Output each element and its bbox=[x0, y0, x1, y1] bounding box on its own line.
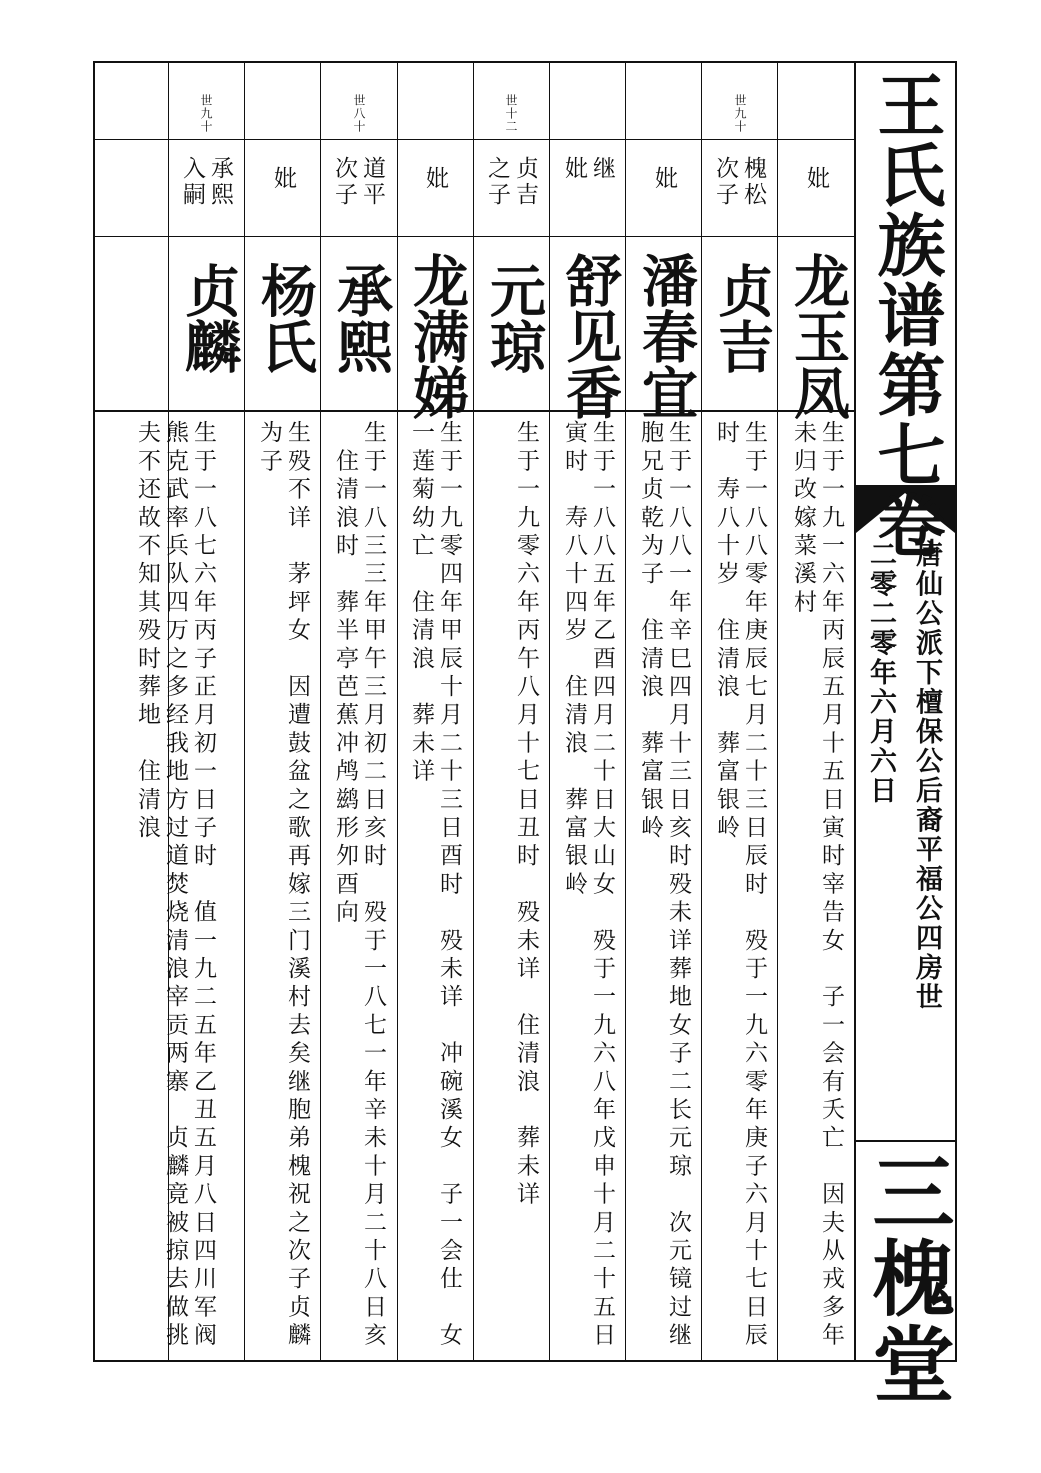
row-divider-1 bbox=[93, 139, 855, 140]
book-title: 王氏族谱第七卷 bbox=[866, 70, 945, 560]
bio-text: 生于一八七六年丙子正月初一日子时 值一九二五年乙丑五月八日四川军阀 熊克武率兵队四万之多经我地方过道焚烧清浪宰贡两寨 贞麟竟被掠去做挑 夫不还故不知其殁时葬地 住清浪 bbox=[134, 420, 216, 1351]
bio-text: 生于一九零四年甲辰十月二十三日酉时 殁未详 冲碗溪女 子一会仕 女 一莲菊幼亡 住清浪 葬未详 bbox=[408, 420, 462, 1351]
generation-label: 世八十 bbox=[352, 94, 366, 133]
relation-label: 妣 bbox=[651, 166, 677, 192]
person-name: 杨氏 bbox=[252, 262, 317, 374]
title-panel-border bbox=[854, 61, 856, 1362]
frame-left bbox=[93, 61, 95, 1362]
person-name: 承熙 bbox=[328, 262, 393, 374]
hall-name: 三槐堂 bbox=[859, 1150, 954, 1408]
title-divider-bottom bbox=[854, 1140, 957, 1142]
person-name: 贞麟 bbox=[176, 262, 241, 374]
relation-label: 道平 次子 bbox=[331, 156, 385, 208]
row-divider-3 bbox=[93, 410, 855, 412]
relation-label: 贞吉 之子 bbox=[484, 156, 538, 208]
person-name: 潘春宜 bbox=[633, 252, 698, 420]
col-divider bbox=[701, 61, 702, 1362]
col-divider bbox=[244, 61, 245, 1362]
frame-top bbox=[93, 61, 957, 63]
bio-text: 生于一八八五年乙酉四月二十日大山女 殁于一九六八年戊申十月二十五日 寅时 寿八十四岁 住清浪 葬富银岭 bbox=[561, 420, 615, 1351]
person-name: 龙玉凤 bbox=[785, 252, 850, 420]
generation-label: 世十二 bbox=[504, 94, 518, 133]
col-divider bbox=[625, 61, 626, 1362]
col-divider bbox=[777, 61, 778, 1362]
col-divider bbox=[473, 61, 474, 1362]
date-subtitle: 二零二零年六月六日 bbox=[865, 540, 896, 806]
relation-label: 承熙 入嗣 bbox=[179, 156, 233, 208]
bio-text: 生于一九一六年丙辰五月十五日寅时宰告女 子一会有夭亡 因夫从戎多年 未归改嫁菜溪村 bbox=[790, 420, 844, 1351]
branch-subtitle: 唐仙公派下檀保公后裔平福公四房世 bbox=[911, 540, 942, 1012]
frame-bottom bbox=[93, 1360, 957, 1362]
relation-label: 妣 bbox=[803, 166, 829, 192]
col-divider bbox=[397, 61, 398, 1362]
bio-text: 生于一八八零年庚辰七月二十三日辰时 殁于一九六零年庚子六月十七日辰 时 寿八十岁 住清浪 葬富银岭 bbox=[713, 420, 767, 1351]
person-name: 舒见香 bbox=[557, 252, 622, 420]
generation-label: 世九十 bbox=[733, 94, 747, 133]
relation-label: 妣 bbox=[270, 166, 296, 192]
generation-label: 世九十 bbox=[199, 94, 213, 133]
relation-label: 槐松 次子 bbox=[712, 156, 766, 208]
bio-text: 生于一九零六年丙午八月十七日丑时 殁未详 住清浪 葬未详 bbox=[513, 420, 539, 1210]
person-name: 贞吉 bbox=[709, 262, 774, 374]
bio-text: 生殁不详 茅坪女 因遭鼓盆之歌再嫁三门溪村去矣继胞弟槐祝之次子贞麟 为子 bbox=[256, 420, 310, 1351]
row-divider-2 bbox=[93, 236, 855, 237]
person-name: 龙满娣 bbox=[404, 252, 469, 420]
relation-label: 继 妣 bbox=[561, 156, 615, 182]
frame-right bbox=[955, 61, 957, 1362]
person-name: 元琼 bbox=[481, 262, 546, 374]
relation-label: 妣 bbox=[422, 166, 448, 192]
col-divider bbox=[320, 61, 321, 1362]
bio-text: 生于一八三三年甲午三月初二日亥时 殁于一八七一年辛未十月二十八日亥 住清浪时 葬半亭芭蕉冲鸬鹚形夘酉向 bbox=[332, 420, 386, 1351]
bio-text: 生于一八八一年辛巳四月十三日亥时殁未详葬地女子二长元琼 次元镜过继 胞兄贞乾为子 住清浪 葬富银岭 bbox=[637, 420, 691, 1351]
col-divider bbox=[549, 61, 550, 1362]
